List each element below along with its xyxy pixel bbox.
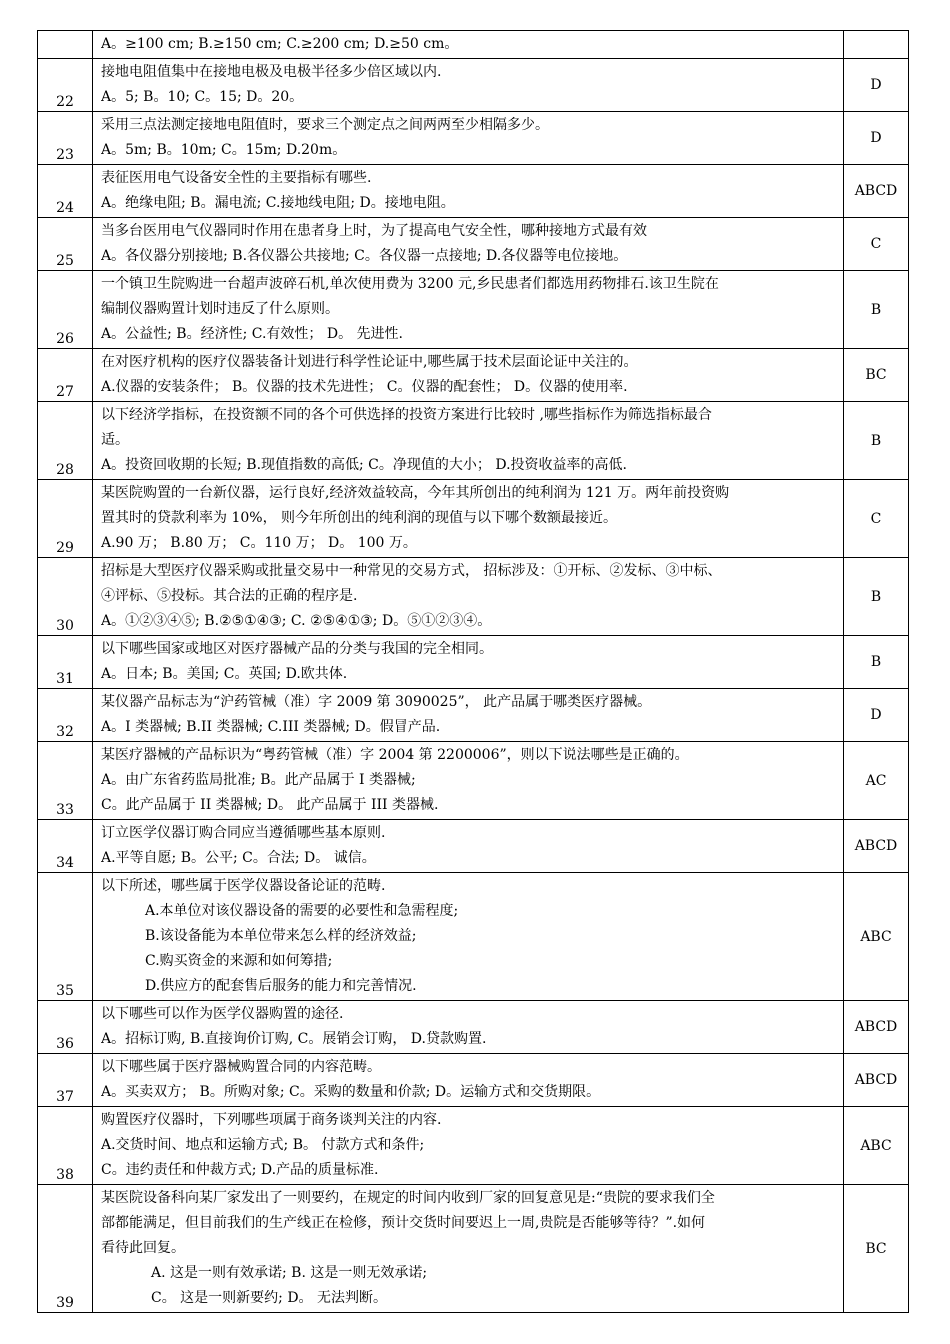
- question-row: [38, 480, 909, 558]
- question-number: 28: [38, 402, 93, 480]
- question-line: C。 这是一则新要约; D。 无法判断。: [151, 1290, 388, 1306]
- question-text: [93, 402, 844, 480]
- question-row: [38, 402, 909, 480]
- question-line: A。买卖双方； B。所购对象; C。采购的数量和价款; D。运输方式和交货期限。: [101, 1084, 601, 1100]
- question-line: B.该设备能为本单位带来怎么样的经济效益;: [145, 928, 417, 944]
- question-line: A. 这是一则有效承诺; B. 这是一则无效承诺;: [151, 1265, 428, 1281]
- question-row: [38, 820, 909, 873]
- question-line: 置其时的贷款利率为 10%， 则今年所创出的纯利润的现值与以下哪个数额最接近。: [101, 510, 618, 526]
- answer-key: B: [844, 402, 909, 480]
- answer-key: ABCD: [844, 820, 909, 873]
- question-line: 以下哪些可以作为医学仪器购置的途径.: [101, 1006, 344, 1022]
- question-line: ④评标、⑤投标。其合法的正确的程序是.: [101, 588, 358, 604]
- question-line: A。5; B。10; C。15; D。20。: [101, 89, 304, 105]
- question-line: 看待此回复。: [101, 1240, 185, 1256]
- question-text: [93, 271, 844, 349]
- question-line: 购置医疗仪器时，下列哪些项属于商务谈判关注的内容.: [101, 1112, 442, 1128]
- question-number: 26: [38, 271, 93, 349]
- question-number: 31: [38, 636, 93, 689]
- question-line: A.本单位对该仪器设备的需要的必要性和急需程度;: [145, 903, 459, 919]
- question-line: 编制仪器购置计划时违反了什么原则。: [101, 301, 339, 317]
- question-line: 某医院购置的一台新仪器，运行良好,经济效益较高，今年其所创出的纯利润为 121 万。两年前投资购: [101, 485, 730, 501]
- answer-key: B: [844, 636, 909, 689]
- question-row: [38, 1054, 909, 1107]
- question-line: A。公益性; B。经济性; C.有效性； D。 先进性.: [101, 326, 403, 342]
- question-line: 表征医用电气设备安全性的主要指标有哪些.: [101, 170, 372, 186]
- question-line: 一个镇卫生院购进一台超声波碎石机,单次使用费为 3200 元,乡民患者们都选用药物排石.该卫生院在: [101, 276, 719, 292]
- question-line: 以下经济学指标，在投资额不同的各个可供选择的投资方案进行比较时 ,哪些指标作为筛选指标最合: [101, 407, 712, 423]
- answer-key: D: [844, 59, 909, 112]
- question-text: [93, 1185, 844, 1313]
- question-line: A.平等自愿; B。公平; C。合法; D。 诚信。: [101, 850, 376, 866]
- question-number: 25: [38, 218, 93, 271]
- question-line: A。各仪器分别接地; B.各仪器公共接地; C。各仪器一点接地; D.各仪器等电位接地。: [101, 248, 628, 264]
- answer-key: ABCD: [844, 1054, 909, 1107]
- answer-key: C: [844, 218, 909, 271]
- question-number: 24: [38, 165, 93, 218]
- question-line: A.交货时间、地点和运输方式; B。 付款方式和条件;: [101, 1137, 425, 1153]
- answer-key: BC: [844, 1185, 909, 1313]
- question-number: 32: [38, 689, 93, 742]
- question-text: [93, 820, 844, 873]
- question-text: [93, 636, 844, 689]
- question-text: [93, 112, 844, 165]
- question-number: 34: [38, 820, 93, 873]
- question-row: [38, 689, 909, 742]
- question-line: C。违约责任和仲裁方式; D.产品的质量标准.: [101, 1162, 379, 1178]
- question-row: [38, 218, 909, 271]
- answer-key: D: [844, 689, 909, 742]
- question-number: 33: [38, 742, 93, 820]
- question-line: 部都能满足，但目前我们的生产线正在检修，预计交货时间要迟上一周,贵院是否能够等待？”.如何: [101, 1215, 706, 1231]
- question-number: 38: [38, 1107, 93, 1185]
- answer-key: ABCD: [844, 1001, 909, 1054]
- question-text: [93, 689, 844, 742]
- question-line: A。①②③④⑤; B.②⑤①④③; C. ②⑤④①③; D。⑤①②③④。: [101, 613, 492, 629]
- question-line: A。5m; B。10m; C。15m; D.20m。: [101, 142, 347, 158]
- question-line: C。此产品属于 II 类器械; D。 此产品属于 III 类器械.: [101, 797, 439, 813]
- answer-key: [844, 31, 909, 59]
- question-number: [38, 31, 93, 59]
- answer-key: ABCD: [844, 165, 909, 218]
- question-line: A.仪器的安装条件； B。仪器的技术先进性； C。仪器的配套性； D。仪器的使用率.: [101, 379, 628, 395]
- question-row: [38, 349, 909, 402]
- question-number: 22: [38, 59, 93, 112]
- answer-key: C: [844, 480, 909, 558]
- question-line: 在对医疗机构的医疗仪器装备计划进行科学性论证中,哪些属于技术层面论证中关注的。: [101, 354, 638, 370]
- question-row: [38, 1107, 909, 1185]
- question-text: [93, 31, 844, 59]
- answer-key: B: [844, 558, 909, 636]
- question-line: A。绝缘电阻; B。漏电流; C.接地线电阻; D。接地电阻。: [101, 195, 455, 211]
- answer-key: ABC: [844, 1107, 909, 1185]
- question-table: [37, 30, 909, 1313]
- question-text: [93, 1001, 844, 1054]
- question-text: [93, 480, 844, 558]
- question-line: 招标是大型医疗仪器采购或批量交易中一种常见的交易方式， 招标涉及：①开标、②发标、③中标、: [101, 563, 722, 579]
- question-line: D.供应方的配套售后服务的能力和完善情况.: [145, 978, 417, 994]
- question-text: [93, 873, 844, 1001]
- answer-key: BC: [844, 349, 909, 402]
- question-line: 某医疗器械的产品标识为“粤药管械（准）字 2004 第 2200006”，则以下说法哪些是正确的。: [101, 747, 689, 763]
- answer-key: AC: [844, 742, 909, 820]
- question-line: A。由广东省药监局批准; B。此产品属于 I 类器械;: [101, 772, 416, 788]
- question-row: [38, 636, 909, 689]
- question-row: [38, 271, 909, 349]
- question-number: 36: [38, 1001, 93, 1054]
- question-number: 39: [38, 1185, 93, 1313]
- question-line: 当多台医用电气仪器同时作用在患者身上时，为了提高电气安全性，哪种接地方式最有效: [101, 223, 647, 239]
- question-number: 29: [38, 480, 93, 558]
- question-line: 以下哪些国家或地区对医疗器械产品的分类与我国的完全相同。: [101, 641, 493, 657]
- question-row: [38, 1001, 909, 1054]
- answer-key: ABC: [844, 873, 909, 1001]
- question-row: [38, 558, 909, 636]
- question-row: [38, 112, 909, 165]
- question-number: 35: [38, 873, 93, 1001]
- question-line: C.购买资金的来源和如何筹措;: [145, 953, 333, 969]
- question-text: [93, 218, 844, 271]
- question-row: [38, 31, 909, 59]
- question-line: A。招标订购, B.直接询价订购, C。展销会订购， D.贷款购置.: [101, 1031, 487, 1047]
- question-line: A。投资回收期的长短; B.现值指数的高低; C。净现值的大小； D.投资收益率的高低.: [101, 457, 627, 473]
- question-text: [93, 1107, 844, 1185]
- question-line: 某仪器产品标志为“沪药管械（准）字 2009 第 3090025”， 此产品属于哪类医疗器械。: [101, 694, 652, 710]
- question-line: 以下所述，哪些属于医学仪器设备论证的范畴.: [101, 878, 386, 894]
- question-line: 订立医学仪器订购合同应当遵循哪些基本原则.: [101, 825, 386, 841]
- question-line: A。≥100 cm; B.≥150 cm; C.≥200 cm; D.≥50 cm。: [101, 36, 459, 52]
- question-number: 30: [38, 558, 93, 636]
- question-row: [38, 742, 909, 820]
- answer-key: B: [844, 271, 909, 349]
- question-text: [93, 59, 844, 112]
- question-line: 以下哪些属于医疗器械购置合同的内容范畴。: [101, 1059, 381, 1075]
- question-line: 接地电阻值集中在接地电极及电极半径多少倍区域以内.: [101, 64, 442, 80]
- question-row: [38, 165, 909, 218]
- question-row: [38, 1185, 909, 1313]
- question-text: [93, 742, 844, 820]
- question-line: 某医院设备科向某厂家发出了一则要约，在规定的时间内收到厂家的回复意见是:“贵院的要求我们全: [101, 1190, 715, 1206]
- question-row: [38, 873, 909, 1001]
- question-number: 37: [38, 1054, 93, 1107]
- question-text: [93, 558, 844, 636]
- question-line: 适。: [101, 432, 129, 448]
- question-text: [93, 349, 844, 402]
- question-text: [93, 1054, 844, 1107]
- question-line: 采用三点法测定接地电阻值时，要求三个测定点之间两两至少相隔多少。: [101, 117, 549, 133]
- question-line: A。I 类器械; B.II 类器械; C.III 类器械; D。假冒产品.: [101, 719, 441, 735]
- answer-key: D: [844, 112, 909, 165]
- question-text: [93, 165, 844, 218]
- question-number: 23: [38, 112, 93, 165]
- question-number: 27: [38, 349, 93, 402]
- question-line: A.90 万； B.80 万； C。110 万； D。 100 万。: [101, 535, 417, 551]
- question-row: [38, 59, 909, 112]
- question-line: A。日本; B。美国; C。英国; D.欧共体.: [101, 666, 348, 682]
